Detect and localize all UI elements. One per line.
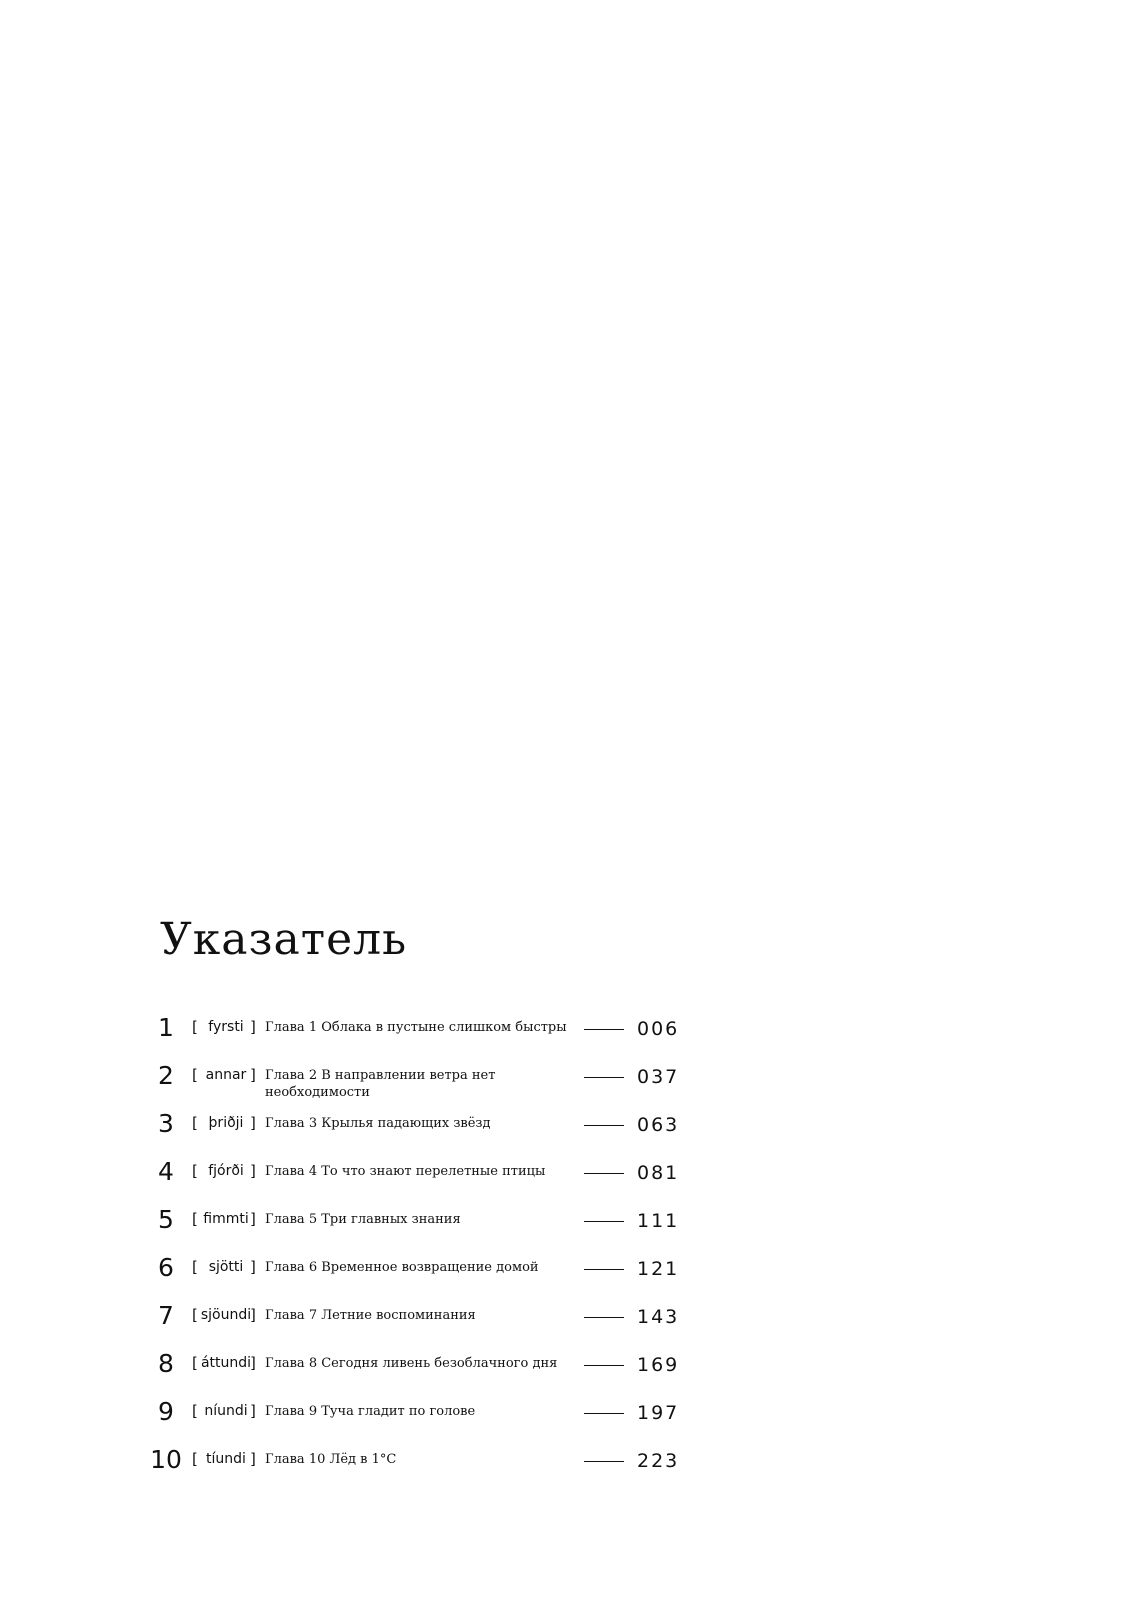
page-number: 223 (637, 1450, 680, 1472)
chapter-title: Глава 5 Три главных знания (265, 1212, 461, 1227)
bracket-open: [ (192, 1162, 198, 1180)
bracket-close: ] (250, 1114, 256, 1132)
entry-word: sjötti (208, 1259, 244, 1275)
toc-entry (150, 1205, 690, 1254)
page-title: Указатель (160, 914, 408, 965)
toc-entry (150, 1061, 690, 1110)
page-number: 197 (637, 1402, 680, 1424)
page-number: 006 (637, 1018, 680, 1040)
chapter-title: Глава 6 Временное возвращение домой (265, 1260, 539, 1275)
bracket-open: [ (192, 1258, 198, 1276)
entry-number: 1 (158, 1013, 174, 1042)
bracket-close: ] (250, 1450, 256, 1468)
bracket-close: ] (250, 1258, 256, 1276)
entry-number: 6 (158, 1253, 174, 1282)
toc-entry (150, 1349, 690, 1398)
bracket-close: ] (250, 1354, 256, 1372)
bracket-open: [ (192, 1306, 198, 1324)
entry-word: tíundi (206, 1451, 246, 1467)
bracket-close: ] (250, 1210, 256, 1228)
toc-entry (150, 1445, 690, 1494)
leader-line (584, 1125, 624, 1126)
bracket-open: [ (192, 1114, 198, 1132)
bracket-close: ] (250, 1018, 256, 1036)
entry-number: 7 (158, 1301, 174, 1330)
chapter-title: Глава 2 В направлении ветра нет необходимости (265, 1068, 496, 1100)
toc-entry (150, 1301, 690, 1350)
entry-word: áttundi (200, 1355, 252, 1371)
bracket-close: ] (250, 1402, 256, 1420)
page-number: 121 (637, 1258, 680, 1280)
page-number: 143 (637, 1306, 680, 1328)
leader-line (584, 1269, 624, 1270)
toc-entry (150, 1253, 690, 1302)
chapter-title: Глава 7 Летние воспоминания (265, 1308, 476, 1323)
toc-entry (150, 1013, 690, 1062)
page-number: 111 (637, 1210, 680, 1232)
entry-word: fjórði (208, 1163, 244, 1179)
bracket-open: [ (192, 1354, 198, 1372)
entry-number: 2 (158, 1061, 174, 1090)
entry-word: níundi (204, 1403, 248, 1419)
chapter-title: Глава 1 Облака в пустыне слишком быстры (265, 1020, 567, 1035)
page-number: 169 (637, 1354, 680, 1376)
entry-word: sjöundi (200, 1307, 252, 1323)
entry-number: 3 (158, 1109, 174, 1138)
entry-number: 10 (150, 1445, 182, 1474)
bracket-open: [ (192, 1066, 198, 1084)
leader-line (584, 1029, 624, 1030)
entry-number: 8 (158, 1349, 174, 1378)
bracket-open: [ (192, 1450, 198, 1468)
entry-word: annar (205, 1067, 247, 1083)
entry-word: þriðji (208, 1115, 244, 1131)
page-number: 037 (637, 1066, 680, 1088)
entry-word: fimmti (203, 1211, 249, 1227)
toc-entry (150, 1397, 690, 1446)
bracket-close: ] (250, 1162, 256, 1180)
toc-entry (150, 1157, 690, 1206)
bracket-open: [ (192, 1402, 198, 1420)
chapter-title: Глава 4 То что знают перелетные птицы (265, 1164, 546, 1179)
entry-number: 9 (158, 1397, 174, 1426)
chapter-title: Глава 9 Туча гладит по голове (265, 1404, 476, 1419)
leader-line (584, 1461, 624, 1462)
leader-line (584, 1221, 624, 1222)
leader-line (584, 1413, 624, 1414)
bracket-close: ] (250, 1066, 256, 1084)
leader-line (584, 1173, 624, 1174)
bracket-close: ] (250, 1306, 256, 1324)
leader-line (584, 1365, 624, 1366)
page-number: 063 (637, 1114, 680, 1136)
chapter-title: Глава 8 Сегодня ливень безоблачного дня (265, 1356, 558, 1371)
chapter-title: Глава 3 Крылья падающих звёзд (265, 1116, 491, 1131)
toc-entry (150, 1109, 690, 1158)
bracket-open: [ (192, 1210, 198, 1228)
leader-line (584, 1077, 624, 1078)
entry-number: 5 (158, 1205, 174, 1234)
chapter-title: Глава 10 Лёд в 1°C (265, 1452, 397, 1467)
entry-number: 4 (158, 1157, 174, 1186)
bracket-open: [ (192, 1018, 198, 1036)
leader-line (584, 1317, 624, 1318)
entry-word: fyrsti (208, 1019, 244, 1035)
page-number: 081 (637, 1162, 680, 1184)
